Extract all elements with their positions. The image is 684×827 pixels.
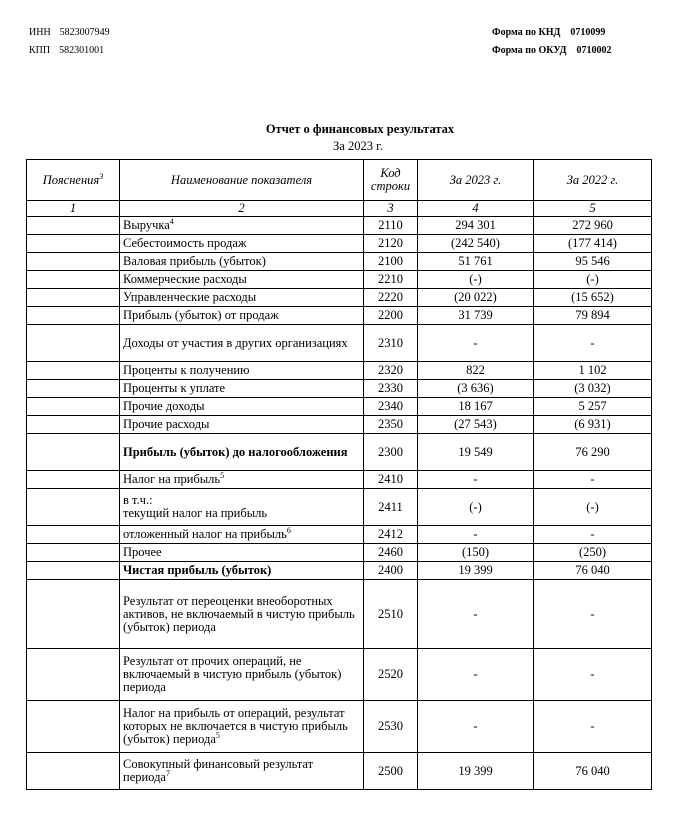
row-notes-cell — [27, 271, 120, 289]
report-title: Отчет о финансовых результатах — [265, 122, 455, 136]
row-indicator-name: Прочие расходы — [120, 416, 364, 434]
row-value-2023: (20 022) — [418, 289, 534, 307]
row-line-code: 2320 — [364, 362, 418, 380]
row-notes-cell — [27, 380, 120, 398]
row-indicator-name: Прочие доходы — [120, 398, 364, 416]
row-line-code: 2411 — [364, 489, 418, 526]
row-line-code: 2400 — [364, 562, 418, 580]
table-row — [27, 380, 652, 398]
row-notes-cell — [27, 289, 120, 307]
row-value-2022: - — [534, 580, 652, 649]
row-value-2022: - — [534, 471, 652, 489]
row-notes-cell — [27, 398, 120, 416]
okud-value: 0710002 — [576, 45, 612, 56]
table-header-row — [27, 160, 652, 201]
knd-value: 0710099 — [570, 27, 606, 38]
row-line-code: 2200 — [364, 307, 418, 325]
row-value-2023: - — [418, 649, 534, 701]
inn-label: ИНН — [29, 27, 51, 38]
column-number: 2 — [120, 201, 364, 217]
row-line-code: 2120 — [364, 235, 418, 253]
header-indicator: Наименование показателя — [120, 160, 364, 201]
column-number-row — [27, 201, 652, 217]
row-line-code: 2410 — [364, 471, 418, 489]
knd-label: Форма по КНД — [492, 27, 561, 38]
row-value-2022: 76 290 — [534, 434, 652, 471]
row-line-code: 2520 — [364, 649, 418, 701]
row-line-code: 2220 — [364, 289, 418, 307]
row-value-2022: - — [534, 325, 652, 362]
row-value-2022: 1 102 — [534, 362, 652, 380]
row-indicator-name: Результат от прочих операций, не включаемый в чистую прибыль (убыток) периода — [120, 649, 364, 701]
header-year-2022: За 2022 г. — [534, 160, 652, 201]
row-indicator-name: Управленческие расходы — [120, 289, 364, 307]
table-row — [27, 325, 652, 362]
row-indicator-name: Проценты к уплате — [120, 380, 364, 398]
financial-results-table — [26, 159, 652, 790]
row-notes-cell — [27, 416, 120, 434]
table-row — [27, 544, 652, 562]
table-row — [27, 434, 652, 471]
knd-line — [492, 27, 612, 45]
row-notes-cell — [27, 471, 120, 489]
header-code: Код строки — [364, 160, 418, 201]
table-row — [27, 217, 652, 235]
table-row — [27, 307, 652, 325]
row-value-2023: 18 167 — [418, 398, 534, 416]
table-row — [27, 489, 652, 526]
row-notes-cell — [27, 649, 120, 701]
row-value-2023: (-) — [418, 489, 534, 526]
row-notes-cell — [27, 562, 120, 580]
row-value-2023: - — [418, 325, 534, 362]
table-row — [27, 753, 652, 790]
row-indicator-name: Прочее — [120, 544, 364, 562]
table-row — [27, 271, 652, 289]
row-value-2022: (-) — [534, 271, 652, 289]
row-value-2023: 31 739 — [418, 307, 534, 325]
row-line-code: 2530 — [364, 701, 418, 753]
row-line-code: 2350 — [364, 416, 418, 434]
row-indicator-name: Прибыль (убыток) до налогообложения — [120, 434, 364, 471]
row-value-2022: - — [534, 526, 652, 544]
row-value-2022: (250) — [534, 544, 652, 562]
row-indicator-name: Проценты к получению — [120, 362, 364, 380]
row-indicator-name: Валовая прибыль (убыток) — [120, 253, 364, 271]
header-year-2023: За 2023 г. — [418, 160, 534, 201]
row-indicator-name: в т.ч.: текущий налог на прибыль — [120, 489, 364, 526]
row-notes-cell — [27, 701, 120, 753]
row-value-2023: 294 301 — [418, 217, 534, 235]
row-value-2022: (15 652) — [534, 289, 652, 307]
table-row — [27, 580, 652, 649]
row-line-code: 2210 — [364, 271, 418, 289]
row-indicator-name: Совокупный финансовый результат периода$^7$ — [120, 753, 364, 790]
table-row — [27, 235, 652, 253]
row-value-2022: 76 040 — [534, 562, 652, 580]
header-notes: Пояснения$^3$ — [27, 160, 120, 201]
okud-line — [492, 45, 612, 63]
row-notes-cell — [27, 325, 120, 362]
row-notes-cell — [27, 235, 120, 253]
row-line-code: 2330 — [364, 380, 418, 398]
table-row — [27, 562, 652, 580]
inn-value: 5823007949 — [59, 27, 110, 38]
row-indicator-name: Результат от переоценки внеоборотных активов, не включаемый в чистую прибыль (убыток) периода — [120, 580, 364, 649]
row-value-2022: (-) — [534, 489, 652, 526]
row-indicator-name: Себестоимость продаж — [120, 235, 364, 253]
row-indicator-name: Налог на прибыль от операций, результат которых не включается в чистую прибыль (убыток) периода$^5$ — [120, 701, 364, 753]
row-line-code: 2500 — [364, 753, 418, 790]
table-row — [27, 253, 652, 271]
row-value-2022: 5 257 — [534, 398, 652, 416]
row-value-2022: (177 414) — [534, 235, 652, 253]
table-row — [27, 471, 652, 489]
column-number: 3 — [364, 201, 418, 217]
table-row — [27, 289, 652, 307]
inn-line — [29, 27, 110, 45]
row-notes-cell — [27, 253, 120, 271]
taxpayer-ids — [29, 27, 110, 63]
row-value-2022: - — [534, 701, 652, 753]
row-value-2022: 76 040 — [534, 753, 652, 790]
row-notes-cell — [27, 362, 120, 380]
row-value-2023: - — [418, 701, 534, 753]
row-notes-cell — [27, 217, 120, 235]
row-indicator-name: Доходы от участия в других организациях — [120, 325, 364, 362]
table-row — [27, 701, 652, 753]
row-value-2023: (-) — [418, 271, 534, 289]
row-value-2023: 19 549 — [418, 434, 534, 471]
row-value-2023: (27 543) — [418, 416, 534, 434]
table-row — [27, 362, 652, 380]
table-row — [27, 649, 652, 701]
column-number: 1 — [27, 201, 120, 217]
kpp-label: КПП — [29, 45, 51, 56]
report-period: За 2023 г. — [333, 139, 383, 153]
row-indicator-name: Коммерческие расходы — [120, 271, 364, 289]
row-indicator-name: Налог на прибыль$^5$ — [120, 471, 364, 489]
row-value-2023: (3 636) — [418, 380, 534, 398]
row-notes-cell — [27, 580, 120, 649]
row-value-2023: 19 399 — [418, 753, 534, 790]
row-value-2023: 822 — [418, 362, 534, 380]
row-value-2022: (6 931) — [534, 416, 652, 434]
row-notes-cell — [27, 307, 120, 325]
row-value-2023: - — [418, 526, 534, 544]
row-value-2022: 272 960 — [534, 217, 652, 235]
row-value-2022: - — [534, 649, 652, 701]
row-indicator-name: Чистая прибыль (убыток) — [120, 562, 364, 580]
row-notes-cell — [27, 544, 120, 562]
row-value-2023: (242 540) — [418, 235, 534, 253]
row-value-2022: (3 032) — [534, 380, 652, 398]
table-row — [27, 398, 652, 416]
row-line-code: 2460 — [364, 544, 418, 562]
column-number: 4 — [418, 201, 534, 217]
form-codes — [492, 27, 612, 63]
row-line-code: 2300 — [364, 434, 418, 471]
row-notes-cell — [27, 489, 120, 526]
kpp-value: 582301001 — [59, 45, 105, 56]
row-value-2023: - — [418, 580, 534, 649]
row-value-2023: (150) — [418, 544, 534, 562]
row-value-2022: 79 894 — [534, 307, 652, 325]
row-line-code: 2100 — [364, 253, 418, 271]
row-indicator-name: отложенный налог на прибыль$^6$ — [120, 526, 364, 544]
row-notes-cell — [27, 434, 120, 471]
row-value-2023: - — [418, 471, 534, 489]
row-indicator-name: Прибыль (убыток) от продаж — [120, 307, 364, 325]
row-line-code: 2310 — [364, 325, 418, 362]
row-line-code: 2340 — [364, 398, 418, 416]
row-indicator-name: Выручка$^4$ — [120, 217, 364, 235]
row-line-code: 2510 — [364, 580, 418, 649]
row-line-code: 2110 — [364, 217, 418, 235]
row-value-2023: 51 761 — [418, 253, 534, 271]
kpp-line — [29, 45, 110, 63]
row-value-2023: 19 399 — [418, 562, 534, 580]
table-row — [27, 526, 652, 544]
row-line-code: 2412 — [364, 526, 418, 544]
table-row — [27, 416, 652, 434]
row-value-2022: 95 546 — [534, 253, 652, 271]
column-number: 5 — [534, 201, 652, 217]
row-notes-cell — [27, 753, 120, 790]
row-notes-cell — [27, 526, 120, 544]
okud-label: Форма по ОКУД — [492, 45, 567, 56]
